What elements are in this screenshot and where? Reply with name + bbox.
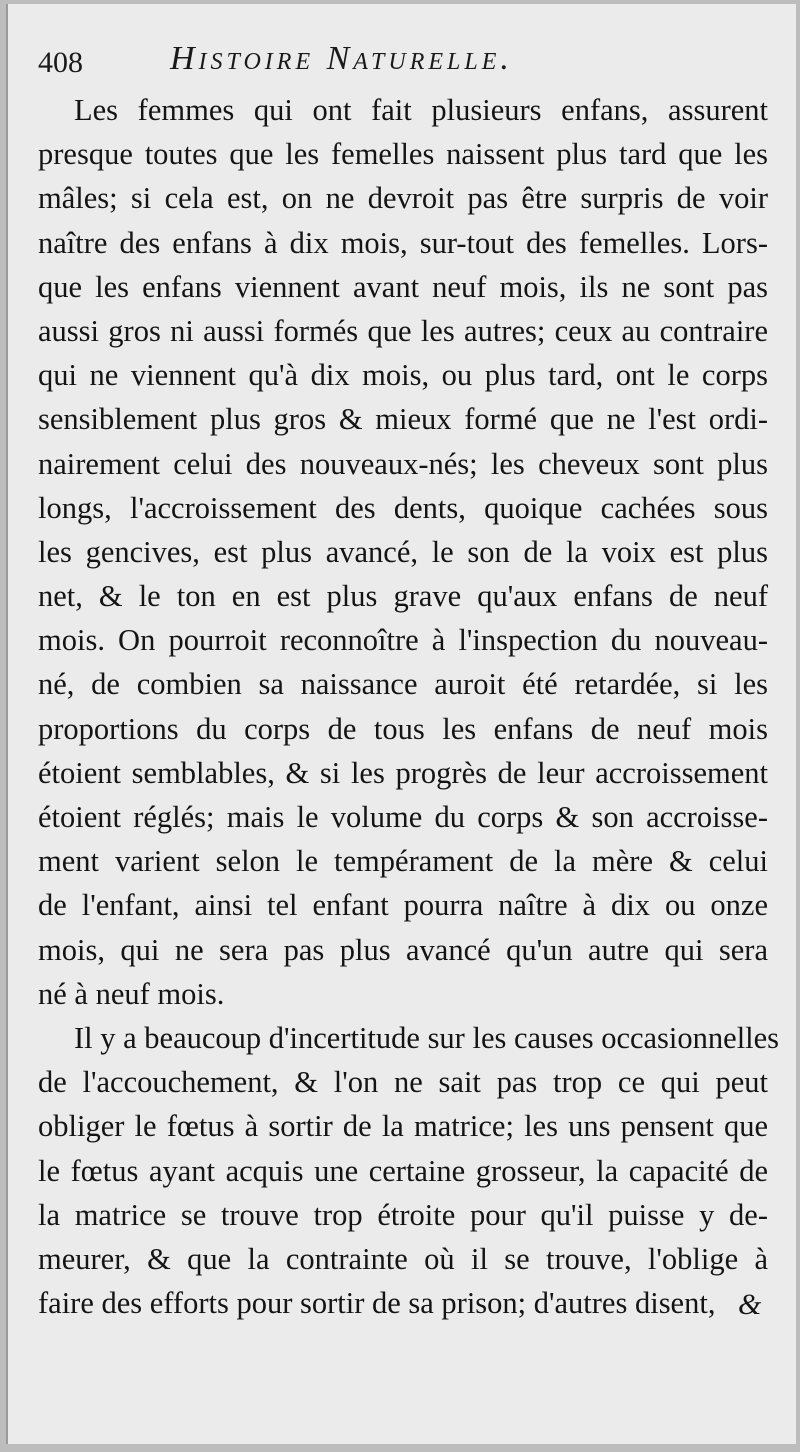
text-line: étoient semblables, & si les progrès de leur accroissement [38,755,768,790]
text-line: longs, l'accroissement des dents, quoique cachées sous [38,490,768,525]
text-line: Les femmes qui ont fait plusieurs enfans, assurent [74,93,768,127]
text-line: mois, qui ne sera pas plus avancé qu'un autre qui sera [38,932,768,967]
text-line: aussi gros ni aussi formés que les autres; ceux au contraire [38,313,768,348]
text-line: né, de combien sa naissance auroit été retardée, si les [38,667,768,702]
book-page [6,4,796,1444]
text-line: les gencives, est plus avancé, le son de la voix est plus [38,534,768,569]
page-number: 408 [38,46,83,79]
text-line: net, & le ton en est plus grave qu'aux enfans de neuf [38,579,768,614]
text-line: que les enfans viennent avant neuf mois, ils ne sont pas [38,269,768,304]
text-line: Il y a beaucoup d'incertitude sur les causes occasionnelles [74,1020,780,1055]
text-line: mois. On pourroit reconnoître à l'inspection du nouveau- [38,623,768,658]
text-line: la matrice se trouve trop étroite pour qu'il puisse y de- [38,1197,768,1232]
text-line: meurer, & que la contrainte où il se trouve, l'oblige à [38,1241,768,1276]
text-line: proportions du corps de tous les enfans de neuf mois [38,711,768,746]
text-line: qui ne viennent qu'à dix mois, ou plus tard, ont le corps [38,358,768,393]
text-line: naître des enfans à dix mois, sur-tout des femelles. Lors- [38,225,768,260]
text-line: ment varient selon le tempérament de la mère & celui [38,844,768,879]
text-line: sensiblement plus gros & mieux formé que ne l'est ordi- [38,402,768,437]
catchword: & [738,1288,762,1321]
text-line: de l'enfant, ainsi tel enfant pourra naître à dix ou onze [38,888,768,923]
text-line: de l'accouchement, & l'on ne sait pas trop ce qui peut [38,1065,768,1100]
text-line: mâles; si cela est, on ne devroit pas être surpris de voir [38,181,768,216]
text-line: le fœtus ayant acquis une certaine grosseur, la capacité de [38,1153,768,1188]
body-text [38,88,780,1325]
text-line: nairement celui des nouveaux-nés; les cheveux sont plus [38,446,768,481]
text-line: né à neuf mois. [38,976,225,1011]
text-line: presque toutes que les femelles naissent plus tard que les [38,137,768,172]
text-line: étoient réglés; mais le volume du corps & son accroisse- [38,800,768,834]
page-header [38,40,768,90]
running-title: Histoire Naturelle. [170,40,513,77]
text-line: faire des efforts pour sortir de sa prison; d'autres disent, [38,1286,716,1321]
text-line: obliger le fœtus à sortir de la matrice; les uns pensent que [38,1109,768,1144]
